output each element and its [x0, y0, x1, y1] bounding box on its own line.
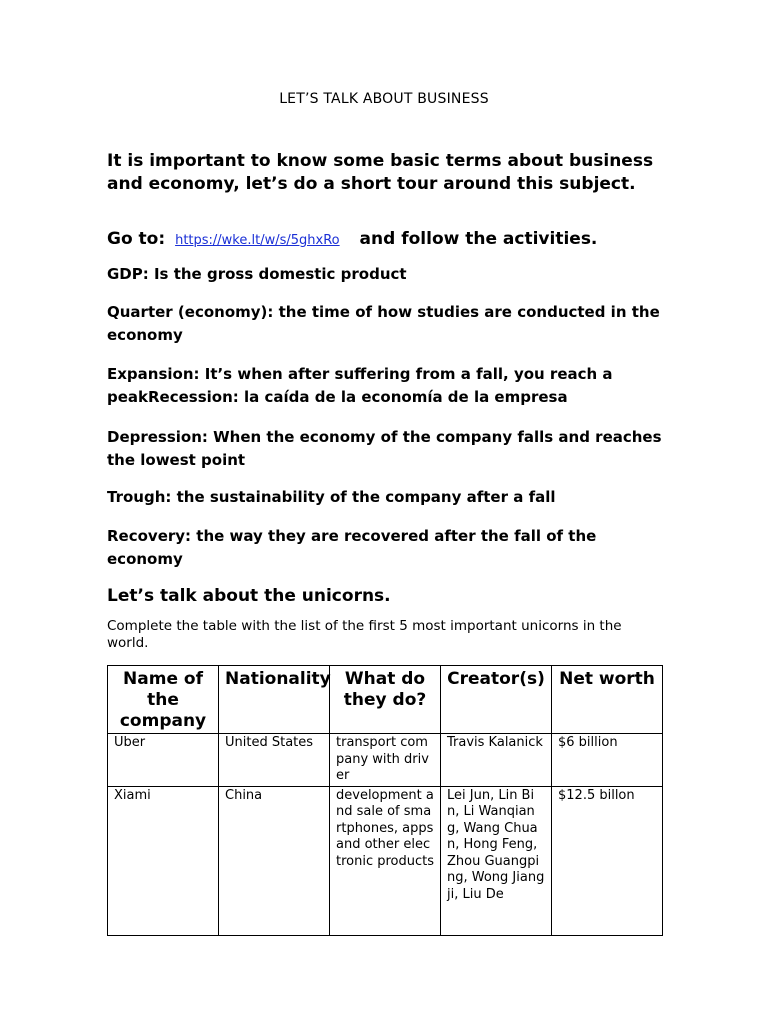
- goto-line: [107, 229, 707, 249]
- goto-suffix: and follow the activities.: [359, 229, 598, 249]
- cell-net-worth: $12.5 billon: [552, 786, 663, 935]
- cell-activity: transport company with driver: [330, 734, 441, 787]
- cell-creators: Travis Kalanick: [441, 734, 552, 787]
- document-title: LET’S TALK ABOUT BUSINESS: [279, 91, 489, 107]
- table-row: [108, 734, 663, 787]
- intro-paragraph: It is important to know some basic terms about business and economy, let’s do a short tour around this subject.: [107, 151, 654, 194]
- unicorns-table: [107, 665, 663, 936]
- table-header-row: [108, 666, 663, 734]
- term-depression: Depression: When the economy of the company falls and reaches the lowest point: [107, 428, 662, 469]
- table-row: [108, 786, 663, 935]
- header-company: Name of the company: [108, 666, 219, 734]
- cell-company: Xiami: [108, 786, 219, 935]
- table-instructions: Complete the table with the list of the first 5 most important unicorns in the world.: [107, 618, 622, 651]
- header-nationality: Nationality: [219, 666, 330, 734]
- activity-link[interactable]: https://wke.lt/w/s/5ghxRo: [175, 233, 340, 248]
- cell-activity: development and sale of smartphones, apps and other electronic products: [330, 786, 441, 935]
- term-trough: Trough: the sustainability of the company after a fall: [107, 488, 556, 506]
- term-gdp: GDP: Is the gross domestic product: [107, 265, 407, 283]
- term-expansion: Expansion: It’s when after suffering from a fall, you reach a peakRecession: la caída de la economía de la empresa: [107, 365, 613, 406]
- term-quarter: Quarter (economy): the time of how studies are conducted in the economy: [107, 303, 660, 344]
- cell-net-worth: $6 billion: [552, 734, 663, 787]
- cell-nationality: United States: [219, 734, 330, 787]
- cell-nationality: China: [219, 786, 330, 935]
- header-activity: What do they do?: [330, 666, 441, 734]
- term-recovery: Recovery: the way they are recovered after the fall of the economy: [107, 527, 597, 568]
- header-creators: Creator(s): [441, 666, 552, 734]
- cell-company: Uber: [108, 734, 219, 787]
- cell-creators: Lei Jun, Lin Bin, Li Wanqiang, Wang Chuan, Hong Feng, Zhou Guangping, Wong Jiangji, Liu De: [441, 786, 552, 935]
- header-net-worth: Net worth: [552, 666, 663, 734]
- unicorns-heading: Let’s talk about the unicorns.: [107, 586, 391, 606]
- goto-prefix: Go to:: [107, 229, 166, 249]
